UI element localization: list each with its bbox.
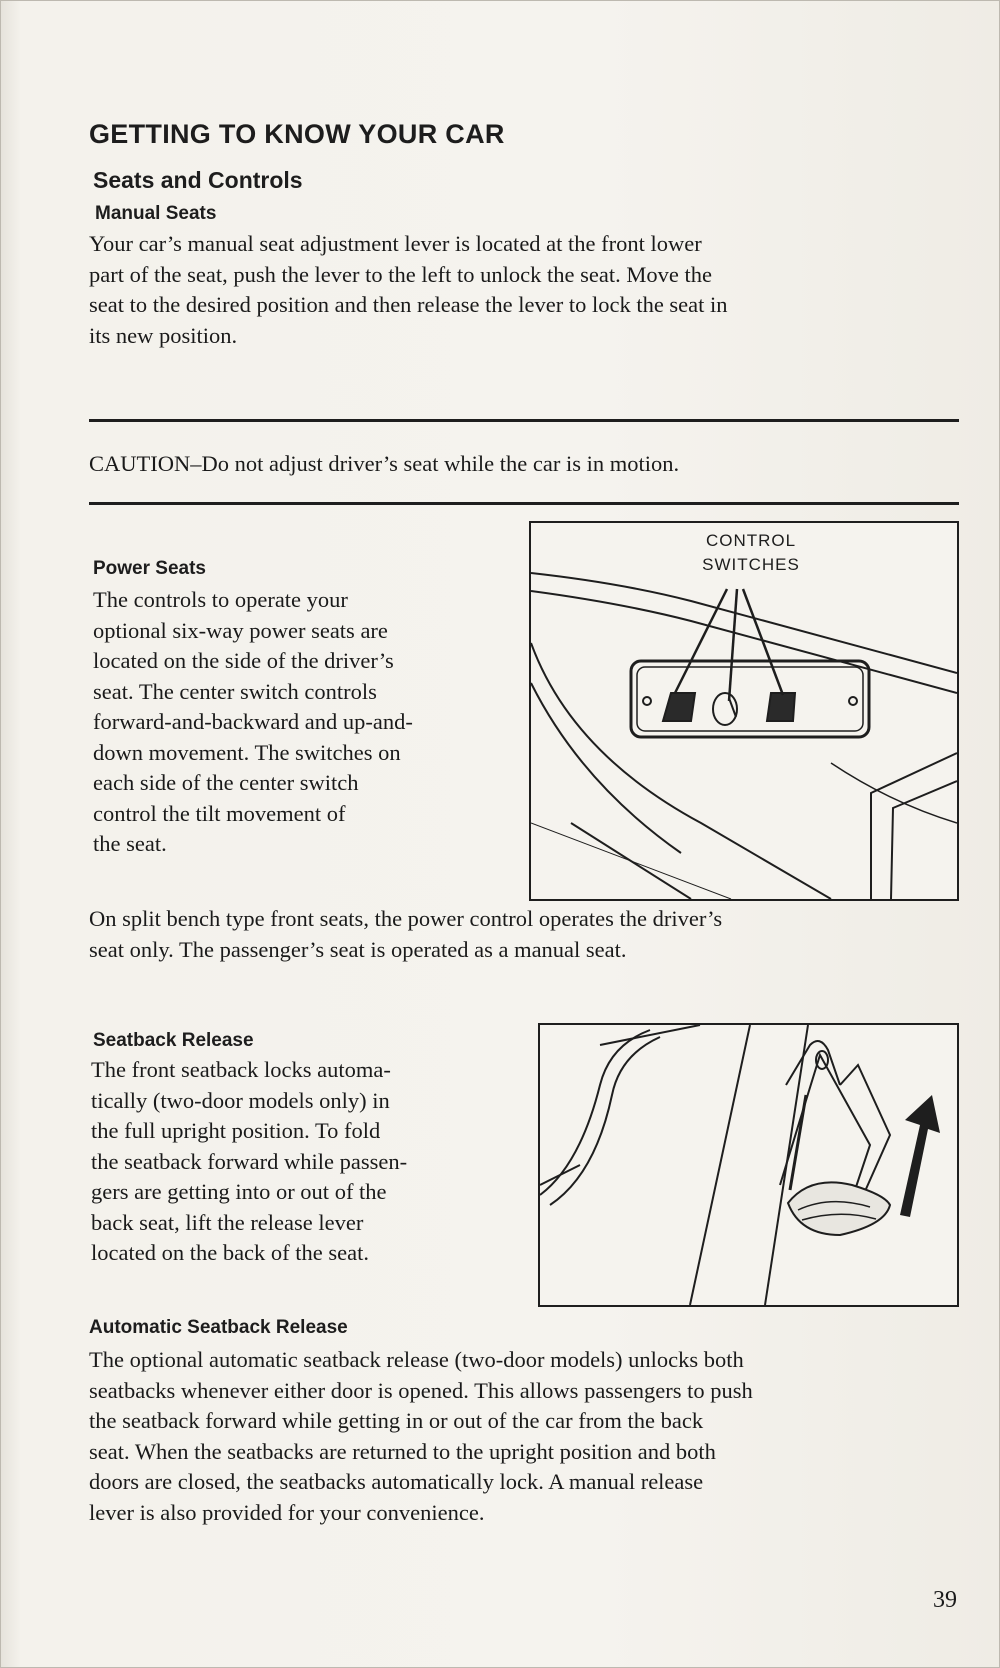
automatic-seatback-heading: Automatic Seatback Release <box>89 1317 348 1338</box>
text-line: The front seatback locks automa- <box>91 1057 391 1082</box>
automatic-seatback-text <box>89 1345 969 1528</box>
text-line: located on the side of the driver’s <box>93 648 394 673</box>
text-line: forward-and-backward and up-and- <box>93 709 413 734</box>
text-line: the full upright position. To fold <box>91 1118 381 1143</box>
power-seats-text <box>93 585 513 860</box>
text-line: Your car’s manual seat adjustment lever is located at the front lower <box>89 231 702 256</box>
text-line: tically (two-door models only) in <box>91 1087 390 1113</box>
text-line: seat to the desired position and then release the lever to lock the seat in <box>89 292 728 317</box>
text-line: down movement. The switches on <box>93 739 401 765</box>
text-line: seat only. The passenger’s seat is operated as a manual seat. <box>89 936 627 962</box>
text-line: gers are getting into or out of the <box>91 1179 387 1204</box>
text-line: The optional automatic seatback release (two-door models) unlocks both <box>89 1347 744 1372</box>
switches-label: SWITCHES <box>702 555 800 574</box>
seatback-lever-illustration <box>540 1025 957 1305</box>
manual-seats-heading: Manual Seats <box>95 203 217 224</box>
text-line: seat. When the seatbacks are returned to the upright position and both <box>89 1438 716 1464</box>
page-number: 39 <box>933 1587 957 1613</box>
text-line: seat. The center switch controls <box>93 678 377 704</box>
text-line: optional six-way power seats are <box>93 617 388 643</box>
caution-bottom-rule <box>89 502 959 505</box>
text-line: seatbacks whenever either door is opened. This allows passengers to push <box>89 1377 753 1403</box>
seatback-release-heading: Seatback Release <box>93 1030 254 1051</box>
text-line: The controls to operate your <box>93 587 348 612</box>
control-label: CONTROL <box>705 531 797 550</box>
text-line: each side of the center switch <box>93 770 359 795</box>
text-line: located on the back of the seat. <box>91 1240 370 1265</box>
text-line: the seatback forward while getting in or out of the car from the back <box>89 1408 704 1433</box>
text-line: back seat, lift the release lever <box>91 1209 364 1235</box>
text-line: On split bench type front seats, the power control operates the driver’s <box>89 906 723 931</box>
seatback-release-text <box>91 1055 511 1269</box>
text-line: the seatback forward while passen- <box>91 1148 408 1174</box>
split-bench-text <box>89 904 969 965</box>
text-line: control the tilt movement of <box>93 800 346 826</box>
text-line: its new position. <box>89 322 238 348</box>
caution-text: CAUTION–Do not adjust driver’s seat while the car is in motion. <box>89 451 680 476</box>
text-line: doors are closed, the seatbacks automatically lock. A manual release <box>89 1469 704 1494</box>
text-line: the seat. <box>93 831 167 856</box>
page-header: GETTING TO KNOW YOUR CAR <box>89 119 505 149</box>
section-title: Seats and Controls <box>93 167 303 193</box>
power-seats-heading: Power Seats <box>93 558 206 579</box>
control-switches-figure <box>529 521 959 901</box>
manual-seats-text <box>89 229 969 351</box>
seatback-release-figure <box>538 1023 959 1307</box>
control-switches-illustration <box>531 523 957 899</box>
text-line: part of the seat, push the lever to the left to unlock the seat. Move the <box>89 261 712 287</box>
caution-top-rule <box>89 419 959 422</box>
text-line: lever is also provided for your convenience. <box>89 1499 485 1525</box>
